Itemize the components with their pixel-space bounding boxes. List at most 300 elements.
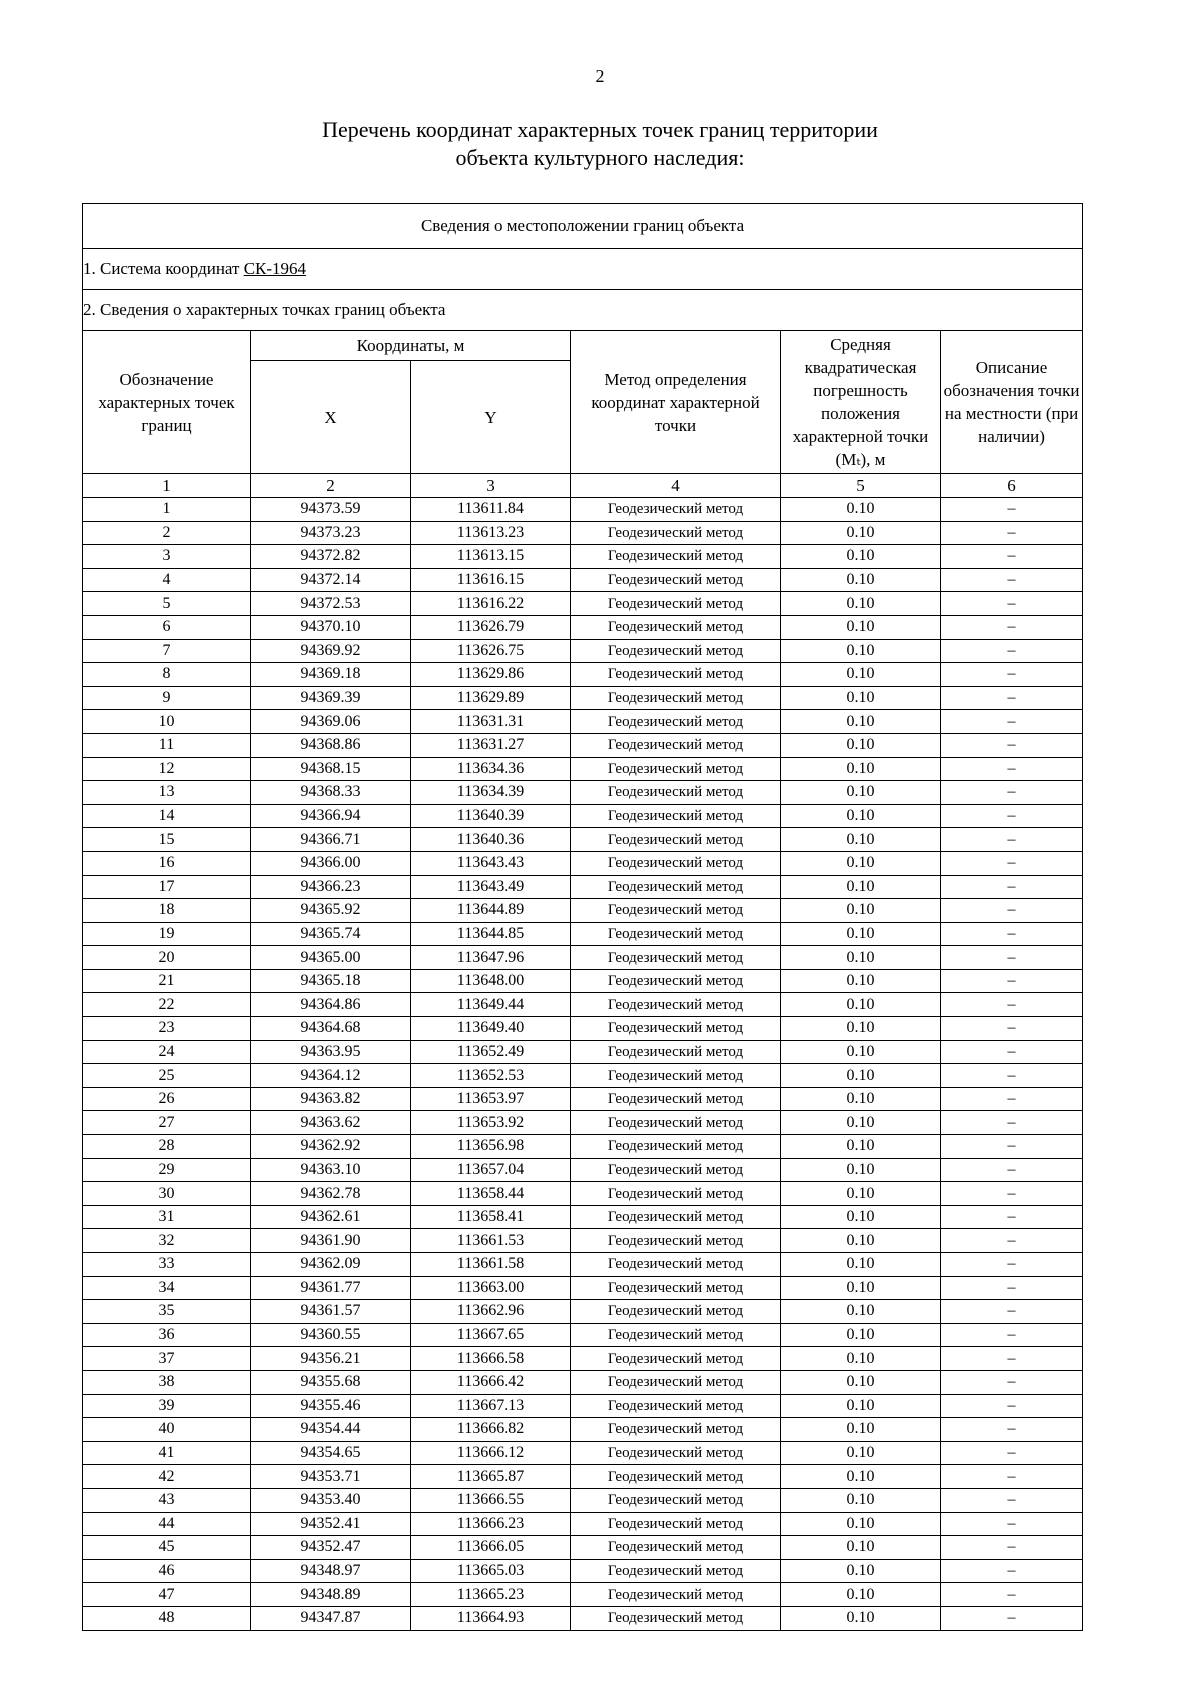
method: Геодезический метод: [571, 1370, 781, 1394]
table-row: [83, 663, 1083, 687]
mean-square-error: 0.10: [781, 875, 941, 899]
coordinate-system-label: 1. Система координат: [83, 259, 244, 278]
coordinate-x: 94373.59: [251, 498, 411, 522]
method: Геодезический метод: [571, 639, 781, 663]
coordinate-y: 113629.89: [411, 686, 571, 710]
coordinate-y: 113657.04: [411, 1158, 571, 1182]
coordinate-x: 94361.57: [251, 1300, 411, 1324]
method: Геодезический метод: [571, 1253, 781, 1277]
coordinate-x: 94366.94: [251, 804, 411, 828]
coordinate-x: 94364.68: [251, 1017, 411, 1041]
coordinate-x: 94363.82: [251, 1087, 411, 1111]
point-description: –: [941, 1111, 1083, 1135]
point-designation: 6: [83, 615, 251, 639]
coordinate-x: 94366.71: [251, 828, 411, 852]
coordinate-y: 113663.00: [411, 1276, 571, 1300]
coordinate-x: 94365.92: [251, 899, 411, 923]
point-designation: 11: [83, 733, 251, 757]
coordinate-x: 94353.40: [251, 1488, 411, 1512]
table-row: [83, 922, 1083, 946]
coordinate-y: 113640.36: [411, 828, 571, 852]
point-designation: 30: [83, 1182, 251, 1206]
method: Геодезический метод: [571, 804, 781, 828]
point-designation: 48: [83, 1606, 251, 1630]
coordinate-x: 94356.21: [251, 1347, 411, 1371]
method: Геодезический метод: [571, 1441, 781, 1465]
point-designation: 1: [83, 498, 251, 522]
col-method-header: Метод определения координат характерной точки: [571, 331, 781, 474]
point-description: –: [941, 686, 1083, 710]
column-number: 4: [571, 474, 781, 498]
mean-square-error: 0.10: [781, 592, 941, 616]
coordinate-y: 113644.89: [411, 899, 571, 923]
table-row: [83, 1040, 1083, 1064]
method: Геодезический метод: [571, 1017, 781, 1041]
point-designation: 28: [83, 1135, 251, 1159]
mean-square-error: 0.10: [781, 1418, 941, 1442]
col-designation-header: Обозначение характерных точек границ: [83, 331, 251, 474]
mean-square-error: 0.10: [781, 1465, 941, 1489]
mean-square-error: 0.10: [781, 545, 941, 569]
mean-square-error: 0.10: [781, 969, 941, 993]
coordinate-y: 113634.36: [411, 757, 571, 781]
coordinate-x: 94352.47: [251, 1536, 411, 1560]
mean-square-error: 0.10: [781, 1040, 941, 1064]
mean-square-error: 0.10: [781, 1300, 941, 1324]
method: Геодезический метод: [571, 498, 781, 522]
coordinate-y: 113652.49: [411, 1040, 571, 1064]
method: Геодезический метод: [571, 545, 781, 569]
coordinate-x: 94348.89: [251, 1583, 411, 1607]
point-description: –: [941, 1087, 1083, 1111]
mean-square-error: 0.10: [781, 1512, 941, 1536]
point-description: –: [941, 1536, 1083, 1560]
point-designation: 43: [83, 1488, 251, 1512]
mean-square-error: 0.10: [781, 993, 941, 1017]
point-description: –: [941, 1370, 1083, 1394]
point-designation: 2: [83, 521, 251, 545]
point-description: –: [941, 1040, 1083, 1064]
mean-square-error: 0.10: [781, 1064, 941, 1088]
method: Геодезический метод: [571, 1040, 781, 1064]
point-designation: 34: [83, 1276, 251, 1300]
point-designation: 19: [83, 922, 251, 946]
mean-square-error: 0.10: [781, 1488, 941, 1512]
table-row: [83, 899, 1083, 923]
coordinate-y: 113665.87: [411, 1465, 571, 1489]
point-description: –: [941, 710, 1083, 734]
column-number: 2: [251, 474, 411, 498]
table-row: [83, 969, 1083, 993]
point-description: –: [941, 1064, 1083, 1088]
method: Геодезический метод: [571, 1512, 781, 1536]
page-number: 2: [595, 66, 605, 86]
mean-square-error: 0.10: [781, 568, 941, 592]
point-description: –: [941, 1606, 1083, 1630]
coordinate-y: 113629.86: [411, 663, 571, 687]
table-row: [83, 1394, 1083, 1418]
column-number: 6: [941, 474, 1083, 498]
coordinate-y: 113634.39: [411, 781, 571, 805]
table-row: [83, 733, 1083, 757]
point-designation: 15: [83, 828, 251, 852]
coordinate-y: 113652.53: [411, 1064, 571, 1088]
table-row: [83, 521, 1083, 545]
mean-square-error: 0.10: [781, 1347, 941, 1371]
point-designation: 24: [83, 1040, 251, 1064]
table-row: [83, 545, 1083, 569]
table-row: [83, 1512, 1083, 1536]
mean-square-error: 0.10: [781, 1253, 941, 1277]
point-description: –: [941, 875, 1083, 899]
point-designation: 44: [83, 1512, 251, 1536]
coordinate-y: 113616.15: [411, 568, 571, 592]
point-designation: 33: [83, 1253, 251, 1277]
method: Геодезический метод: [571, 1229, 781, 1253]
table-row: [83, 1606, 1083, 1630]
coordinate-x: 94363.10: [251, 1158, 411, 1182]
point-designation: 38: [83, 1370, 251, 1394]
column-number: 3: [411, 474, 571, 498]
coordinate-y: 113653.97: [411, 1087, 571, 1111]
method: Геодезический метод: [571, 1583, 781, 1607]
section-header: Сведения о местоположении границ объекта: [83, 204, 1083, 249]
coordinate-y: 113666.82: [411, 1418, 571, 1442]
method: Геодезический метод: [571, 1394, 781, 1418]
col-y-header: Y: [411, 361, 571, 474]
column-number: 5: [781, 474, 941, 498]
coordinate-x: 94372.53: [251, 592, 411, 616]
mean-square-error: 0.10: [781, 757, 941, 781]
table-row: [83, 781, 1083, 805]
point-description: –: [941, 1418, 1083, 1442]
point-description: –: [941, 946, 1083, 970]
table-row: [83, 592, 1083, 616]
coordinate-y: 113644.85: [411, 922, 571, 946]
coordinate-y: 113667.13: [411, 1394, 571, 1418]
coordinate-x: 94369.92: [251, 639, 411, 663]
table-row: [83, 1135, 1083, 1159]
coordinate-x: 94352.41: [251, 1512, 411, 1536]
method: Геодезический метод: [571, 1276, 781, 1300]
table-row: [83, 875, 1083, 899]
point-designation: 25: [83, 1064, 251, 1088]
point-designation: 21: [83, 969, 251, 993]
coordinate-x: 94365.18: [251, 969, 411, 993]
point-designation: 17: [83, 875, 251, 899]
point-designation: 42: [83, 1465, 251, 1489]
coordinate-x: 94372.14: [251, 568, 411, 592]
coordinate-x: 94363.95: [251, 1040, 411, 1064]
coordinate-x: 94364.12: [251, 1064, 411, 1088]
table-row: [83, 1182, 1083, 1206]
table-row: [83, 1017, 1083, 1041]
point-description: –: [941, 1347, 1083, 1371]
mean-square-error: 0.10: [781, 922, 941, 946]
col-description-header: Описание обозначения точки на местности (при наличии): [941, 331, 1083, 474]
point-description: –: [941, 1559, 1083, 1583]
point-description: –: [941, 1488, 1083, 1512]
method: Геодезический метод: [571, 781, 781, 805]
coordinate-y: 113666.58: [411, 1347, 571, 1371]
table-row: [83, 1300, 1083, 1324]
coordinates-table: [82, 203, 1083, 1631]
point-designation: 26: [83, 1087, 251, 1111]
coordinate-y: 113653.92: [411, 1111, 571, 1135]
mean-square-error: 0.10: [781, 946, 941, 970]
coordinate-y: 113626.75: [411, 639, 571, 663]
coordinate-y: 113658.44: [411, 1182, 571, 1206]
coordinate-y: 113656.98: [411, 1135, 571, 1159]
method: Геодезический метод: [571, 1465, 781, 1489]
table-row: [83, 1111, 1083, 1135]
table-row: [83, 1583, 1083, 1607]
method: Геодезический метод: [571, 875, 781, 899]
point-description: –: [941, 1135, 1083, 1159]
coordinate-y: 113666.42: [411, 1370, 571, 1394]
point-designation: 16: [83, 851, 251, 875]
method: Геодезический метод: [571, 1347, 781, 1371]
coordinate-x: 94372.82: [251, 545, 411, 569]
table-row: [83, 1229, 1083, 1253]
point-designation: 37: [83, 1347, 251, 1371]
point-description: –: [941, 804, 1083, 828]
method: Геодезический метод: [571, 922, 781, 946]
coordinate-y: 113631.31: [411, 710, 571, 734]
coordinate-x: 94368.33: [251, 781, 411, 805]
coordinate-y: 113661.53: [411, 1229, 571, 1253]
point-designation: 22: [83, 993, 251, 1017]
point-designation: 32: [83, 1229, 251, 1253]
method: Геодезический метод: [571, 1418, 781, 1442]
point-description: –: [941, 969, 1083, 993]
coordinate-x: 94355.46: [251, 1394, 411, 1418]
method: Геодезический метод: [571, 1182, 781, 1206]
method: Геодезический метод: [571, 521, 781, 545]
method: Геодезический метод: [571, 1536, 781, 1560]
coordinate-y: 113666.55: [411, 1488, 571, 1512]
mean-square-error: 0.10: [781, 1606, 941, 1630]
mean-square-error: 0.10: [781, 1205, 941, 1229]
table-row: [83, 1441, 1083, 1465]
method: Геодезический метод: [571, 1606, 781, 1630]
mean-square-error: 0.10: [781, 663, 941, 687]
table-row: [83, 1418, 1083, 1442]
coordinate-x: 94361.90: [251, 1229, 411, 1253]
point-description: –: [941, 1229, 1083, 1253]
coordinate-y: 113640.39: [411, 804, 571, 828]
method: Геодезический метод: [571, 899, 781, 923]
table-row: [83, 710, 1083, 734]
point-designation: 41: [83, 1441, 251, 1465]
coordinate-y: 113643.49: [411, 875, 571, 899]
col-x-header: X: [251, 361, 411, 474]
method: Геодезический метод: [571, 969, 781, 993]
coordinate-x: 94362.92: [251, 1135, 411, 1159]
method: Геодезический метод: [571, 1135, 781, 1159]
point-description: –: [941, 1300, 1083, 1324]
point-description: –: [941, 592, 1083, 616]
mean-square-error: 0.10: [781, 1087, 941, 1111]
coordinate-y: 113662.96: [411, 1300, 571, 1324]
mean-square-error: 0.10: [781, 1017, 941, 1041]
coordinate-x: 94368.86: [251, 733, 411, 757]
table-row: [83, 828, 1083, 852]
point-description: –: [941, 851, 1083, 875]
mean-square-error: 0.10: [781, 1559, 941, 1583]
method: Геодезический метод: [571, 1559, 781, 1583]
coordinate-x: 94354.65: [251, 1441, 411, 1465]
table-row: [83, 1087, 1083, 1111]
mean-square-error: 0.10: [781, 1394, 941, 1418]
point-designation: 18: [83, 899, 251, 923]
method: Геодезический метод: [571, 1087, 781, 1111]
point-designation: 29: [83, 1158, 251, 1182]
point-description: –: [941, 545, 1083, 569]
title-line-2: объекта культурного наследия:: [455, 145, 745, 170]
method: Геодезический метод: [571, 851, 781, 875]
point-designation: 31: [83, 1205, 251, 1229]
document-title: [0, 116, 1200, 172]
column-number: 1: [83, 474, 251, 498]
coordinate-x: 94362.61: [251, 1205, 411, 1229]
mean-square-error: 0.10: [781, 1370, 941, 1394]
table-row: [83, 1276, 1083, 1300]
point-description: –: [941, 1182, 1083, 1206]
coordinate-x: 94368.15: [251, 757, 411, 781]
point-designation: 10: [83, 710, 251, 734]
point-description: –: [941, 1323, 1083, 1347]
coordinate-y: 113665.23: [411, 1583, 571, 1607]
point-designation: 8: [83, 663, 251, 687]
coordinate-x: 94361.77: [251, 1276, 411, 1300]
mean-square-error: 0.10: [781, 1182, 941, 1206]
col-coordinates-header: Координаты, м: [251, 331, 571, 361]
point-description: –: [941, 568, 1083, 592]
table-body: [83, 498, 1083, 1631]
coordinate-y: 113616.22: [411, 592, 571, 616]
coordinate-x: 94348.97: [251, 1559, 411, 1583]
table-row: [83, 1323, 1083, 1347]
point-description: –: [941, 828, 1083, 852]
mean-square-error: 0.10: [781, 1536, 941, 1560]
coordinate-x: 94362.09: [251, 1253, 411, 1277]
coordinate-x: 94364.86: [251, 993, 411, 1017]
table-row: [83, 1205, 1083, 1229]
coordinate-y: 113631.27: [411, 733, 571, 757]
point-designation: 27: [83, 1111, 251, 1135]
table-row: [83, 851, 1083, 875]
point-designation: 20: [83, 946, 251, 970]
coordinate-x: 94366.00: [251, 851, 411, 875]
point-designation: 9: [83, 686, 251, 710]
point-description: –: [941, 993, 1083, 1017]
table-row: [83, 1347, 1083, 1371]
mean-square-error: 0.10: [781, 1441, 941, 1465]
method: Геодезический метод: [571, 592, 781, 616]
point-description: –: [941, 1394, 1083, 1418]
point-designation: 14: [83, 804, 251, 828]
table-row: [83, 615, 1083, 639]
table-row: [83, 993, 1083, 1017]
mean-square-error: 0.10: [781, 710, 941, 734]
mean-square-error: 0.10: [781, 851, 941, 875]
table-row: [83, 1488, 1083, 1512]
coordinate-x: 94365.00: [251, 946, 411, 970]
coordinate-x: 94370.10: [251, 615, 411, 639]
point-designation: 7: [83, 639, 251, 663]
method: Геодезический метод: [571, 946, 781, 970]
column-number-row: [83, 474, 1083, 498]
method: Геодезический метод: [571, 1323, 781, 1347]
table-row: [83, 1158, 1083, 1182]
point-description: –: [941, 922, 1083, 946]
coordinate-x: 94365.74: [251, 922, 411, 946]
coordinate-y: 113649.40: [411, 1017, 571, 1041]
method: Геодезический метод: [571, 1064, 781, 1088]
method: Геодезический метод: [571, 1488, 781, 1512]
point-description: –: [941, 639, 1083, 663]
mean-square-error: 0.10: [781, 804, 941, 828]
point-designation: 40: [83, 1418, 251, 1442]
method: Геодезический метод: [571, 993, 781, 1017]
coordinate-x: 94369.18: [251, 663, 411, 687]
mean-square-error: 0.10: [781, 1323, 941, 1347]
point-designation: 12: [83, 757, 251, 781]
coordinate-x: 94354.44: [251, 1418, 411, 1442]
point-designation: 23: [83, 1017, 251, 1041]
method: Геодезический метод: [571, 1111, 781, 1135]
method: Геодезический метод: [571, 828, 781, 852]
method: Геодезический метод: [571, 1205, 781, 1229]
method: Геодезический метод: [571, 663, 781, 687]
point-description: –: [941, 1465, 1083, 1489]
coordinate-y: 113611.84: [411, 498, 571, 522]
coordinate-x: 94366.23: [251, 875, 411, 899]
table-row: [83, 804, 1083, 828]
mean-square-error: 0.10: [781, 686, 941, 710]
point-description: –: [941, 1276, 1083, 1300]
point-designation: 4: [83, 568, 251, 592]
table-row: [83, 1536, 1083, 1560]
table-row: [83, 686, 1083, 710]
mean-square-error: 0.10: [781, 1111, 941, 1135]
coordinate-y: 113664.93: [411, 1606, 571, 1630]
point-designation: 36: [83, 1323, 251, 1347]
method: Геодезический метод: [571, 1158, 781, 1182]
coordinate-y: 113647.96: [411, 946, 571, 970]
point-description: –: [941, 1441, 1083, 1465]
table-row: [83, 498, 1083, 522]
point-designation: 47: [83, 1583, 251, 1607]
table-row: [83, 757, 1083, 781]
method: Геодезический метод: [571, 568, 781, 592]
coordinate-x: 94363.62: [251, 1111, 411, 1135]
coordinate-y: 113666.05: [411, 1536, 571, 1560]
point-designation: 35: [83, 1300, 251, 1324]
coordinate-y: 113667.65: [411, 1323, 571, 1347]
table-row: [83, 568, 1083, 592]
point-designation: 45: [83, 1536, 251, 1560]
point-designation: 5: [83, 592, 251, 616]
method: Геодезический метод: [571, 710, 781, 734]
table-row: [83, 639, 1083, 663]
method: Геодезический метод: [571, 733, 781, 757]
mean-square-error: 0.10: [781, 639, 941, 663]
method: Геодезический метод: [571, 615, 781, 639]
point-description: –: [941, 1205, 1083, 1229]
mean-square-error: 0.10: [781, 1276, 941, 1300]
